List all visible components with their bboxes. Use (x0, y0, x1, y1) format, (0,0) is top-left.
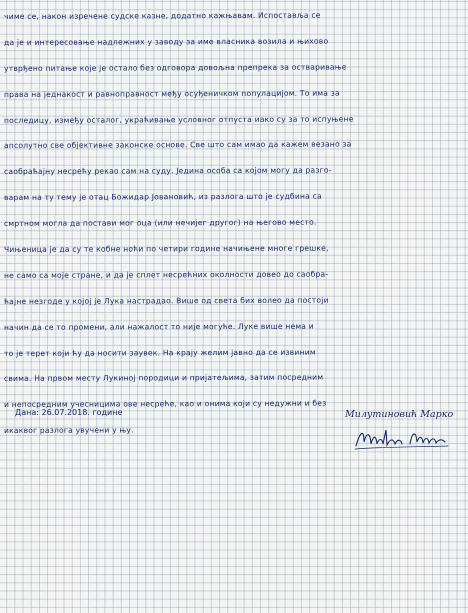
text-line: чиме се, након изречене судске казне, додатно кажњавам. Испоставља се (3, 10, 321, 21)
text-line: икаквог разлога увучени у њу. (3, 425, 134, 436)
text-line: утврђено питање које је остало без одговора довољна препрека за остваривање (3, 62, 347, 73)
text-line: саобраћајну несрећу рекао сам на суду. Једина особа са којом могу да разго- (3, 165, 332, 177)
text-line: и непосредним учесницима ове несреће, као и онима који су недужни и без (3, 398, 327, 410)
text-line: свима. На првом месту Лукиној породици и пријатељима, затим посредним (3, 373, 324, 384)
text-line: апсолутно све објективне законске основе. Све што сам имао да кажем везано за (3, 139, 352, 151)
handwritten-letter-body (4, 4, 466, 444)
text-line: начин да се то промени, али нажалост то није могуће. Луке више нема и (3, 321, 314, 332)
text-line: варам на ту тему је отац Божидар Јовановић, из разлога што је судбина са (3, 191, 322, 203)
signature-name: Милутиновић Марко (345, 409, 454, 420)
text-line: не само са моје стране, и да је сплет несрећних околности довео до саобра- (3, 269, 329, 280)
text-line: ћајне незгоде у којој је Лука настрадао. Више од света бих волео да постоји (3, 295, 329, 306)
date-line: Дана: 26.07.2018. године (15, 408, 123, 417)
text-line: да је и интересовање надлежних у заводу за име власника возила и њихово (3, 36, 329, 47)
handwritten-signature (352, 422, 452, 454)
text-line: смртном могла да постави мог оца (или нечијег другог) на његово место. (3, 217, 317, 229)
text-line: Чињеница је да су те кобне ноћи по четири године начињене многе грешке, (3, 243, 329, 255)
text-line: права на једнакост и равноправност међу осуђеничком популацијом. То има за (3, 88, 340, 99)
text-line: то је терет који ћу да носити заувек. На крају желим јавно да се извиним (3, 347, 316, 358)
text-line: последицу, између осталог, украћивање условног отпуста иако су за то испуњене (3, 114, 354, 125)
